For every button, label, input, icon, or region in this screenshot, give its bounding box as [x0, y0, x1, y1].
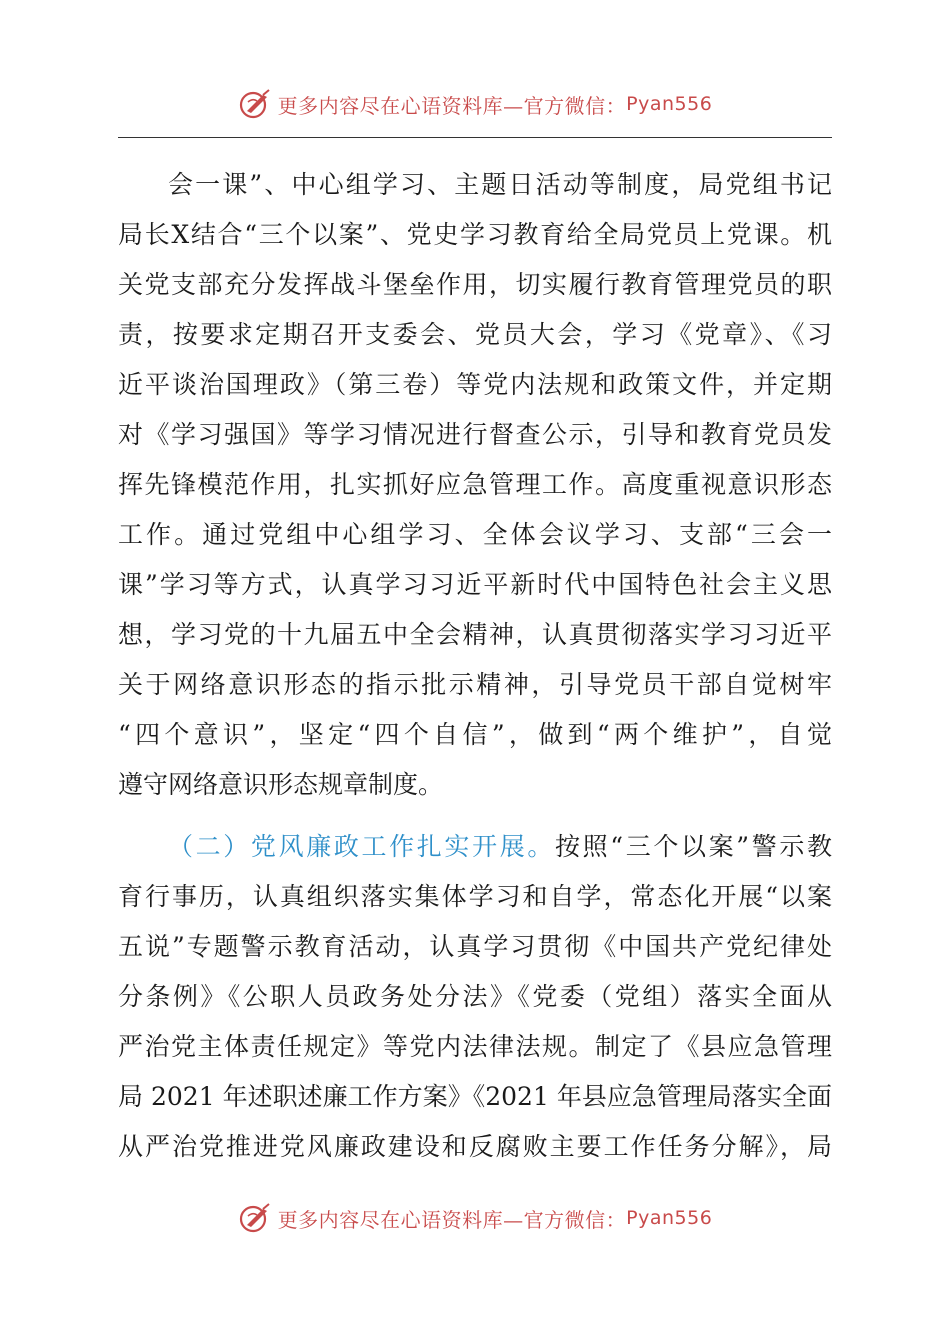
text-line: 会一课”、中心组学习、主题日活动等制度，局党组书记 — [168, 170, 832, 199]
section-heading: （二）党风廉政工作扎实开展。 — [168, 832, 555, 861]
text-line: 育行事历，认真组织落实集体学习和自学，常态化开展“以案 — [118, 882, 832, 911]
text-line: 分条例》《公职人员政务处分法》《党委（党组）落实全面从 — [118, 982, 832, 1011]
text-line: 局长X结合“三个以案”、党史学习教育给全局党员上党课。机 — [118, 220, 832, 249]
text-line: 从严治党推进党风廉政建设和反腐败主要工作任务分解》，局 — [118, 1132, 832, 1161]
pen-logo-icon — [238, 1201, 274, 1235]
text-line: 近平谈治国理政》（第三卷）等党内法规和政策文件，并定期 — [118, 370, 832, 399]
text-line: 局 2021 年述职述廉工作方案》《2021 年县应急管理局落实全面 — [118, 1082, 832, 1111]
wechat-id: Pyan556 — [626, 1207, 713, 1229]
text-line — [118, 822, 832, 872]
paragraph-2 — [118, 822, 832, 1172]
wechat-id: Pyan556 — [626, 93, 713, 115]
paragraph-1 — [118, 160, 832, 810]
text-line: 对《学习强国》等学习情况进行督查公示，引导和教育党员发 — [118, 420, 832, 449]
header-banner — [0, 84, 950, 124]
text-line: 关于网络意识形态的指示批示精神，引导党员干部自觉树牢 — [118, 670, 832, 699]
document-body — [118, 160, 832, 1172]
text-line: 关党支部充分发挥战斗堡垒作用，切实履行教育管理党员的职 — [118, 270, 832, 299]
text-line: 五说”专题警示教育活动，认真学习贯彻《中国共产党纪律处 — [118, 932, 832, 961]
pen-logo-icon — [238, 87, 274, 121]
text-line: 挥先锋模范作用，扎实抓好应急管理工作。高度重视意识形态 — [118, 470, 832, 499]
banner-text: 更多内容尽在心语资料库—官方微信： — [277, 1207, 627, 1232]
header-divider — [118, 137, 832, 138]
banner-text: 更多内容尽在心语资料库—官方微信： — [277, 93, 627, 118]
text-line: 课”学习等方式，认真学习习近平新时代中国特色社会主义思 — [118, 570, 832, 599]
text-line: 想，学习党的十九届五中全会精神，认真贯彻落实学习习近平 — [118, 620, 832, 649]
text-line: “四个意识”，坚定“四个自信”，做到“两个维护”，自觉 — [118, 720, 832, 749]
heading-line-text: 按照“三个以案”警示教 — [555, 832, 832, 861]
text-line: 遵守网络意识形态规章制度。 — [118, 770, 444, 799]
text-line: 工作。通过党组中心组学习、全体会议学习、支部“三会一 — [118, 520, 832, 549]
text-line: 责，按要求定期召开支委会、党员大会，学习《党章》、《习 — [118, 320, 832, 349]
footer-banner — [0, 1198, 950, 1238]
text-line: 严治党主体责任规定》等党内法律法规。制定了《县应急管理 — [118, 1032, 832, 1061]
